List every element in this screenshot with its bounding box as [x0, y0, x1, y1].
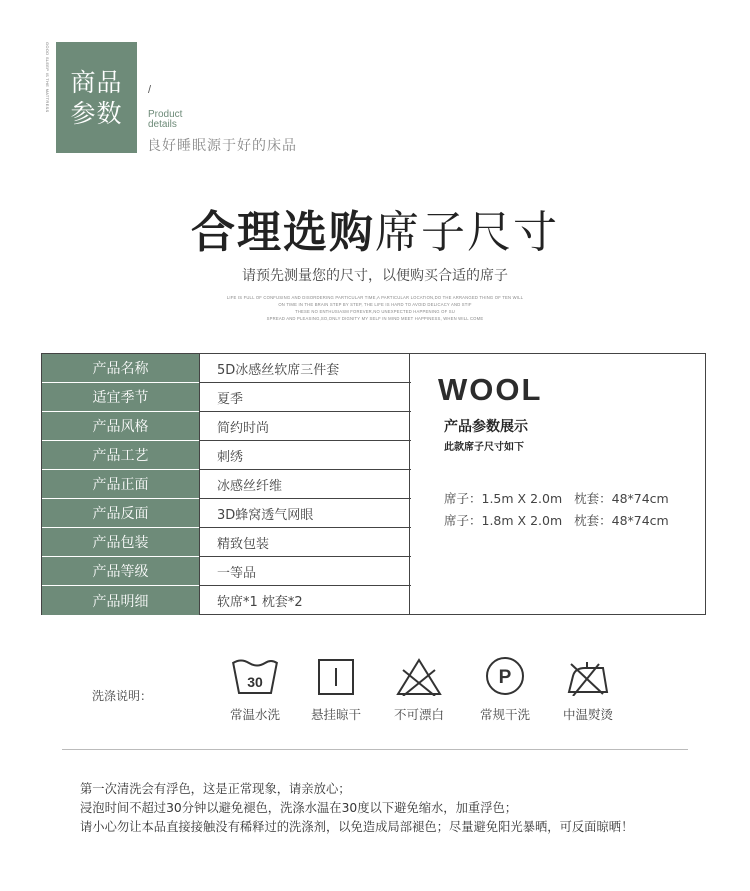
page-subtitle: 请预先测量您的尺寸，以便购买合适的席子	[242, 268, 508, 284]
wash-caption: 悬挂晾干	[310, 707, 361, 722]
param-value: 软席*1 枕套*2	[199, 586, 411, 615]
fine-print-line: SPREAD AND PLEASING,SO,ONLY DIGNITY MY SELF IN MIND MEET HAPPINESS, WHEN WILL COME	[266, 316, 484, 321]
param-value: 3D蜂窝透气网眼	[199, 499, 411, 528]
care-note-line: 请小心勿让本品直接接触没有稀释过的洗涤剂，以免造成局部褪色；尽量避免阳光暴晒，可反面晾晒！	[80, 820, 634, 834]
size-info-box	[410, 353, 706, 615]
param-value: 简约时尚	[199, 412, 411, 441]
hang-dry-icon	[311, 656, 361, 696]
wash-30-icon	[230, 656, 280, 696]
param-value: 一等品	[199, 557, 411, 586]
param-label: 产品明细	[42, 586, 199, 615]
slogan: 良好睡眠源于好的床品	[147, 138, 297, 154]
fine-print-line: LIFE IS FULL OF CONFUSING AND DISORDERING PARTICULAR TIME,A PARTICULAR LOCATION,DO THE ARRANGED THING OF TEN WILL	[226, 295, 524, 300]
param-label: 产品工艺	[42, 441, 199, 470]
param-row	[42, 354, 411, 383]
param-row	[42, 441, 411, 470]
param-label: 产品正面	[42, 470, 199, 499]
info-title: 产品参数展示	[444, 419, 528, 435]
info-subtitle: 此款席子尺寸如下	[444, 442, 524, 453]
wash-item	[296, 656, 376, 723]
wash-item	[215, 656, 295, 723]
slash-divider: /	[148, 84, 152, 96]
param-row	[42, 412, 411, 441]
fine-print-line: ON TIME IN THE BRAIN STEP BY STEP, THE LIFE IS HARD TO AVOID DELICACY AND STIF	[278, 302, 472, 307]
fine-print	[200, 294, 550, 322]
page-title-bold: 合理选购	[191, 207, 375, 258]
page-title-light: 席子尺寸	[375, 207, 559, 258]
param-value: 冰感丝纤维	[199, 470, 411, 499]
param-label: 产品名称	[42, 354, 199, 383]
mat-size: 席子：1.8m X 2.0m	[444, 513, 563, 528]
mat-size: 席子：1.5m X 2.0m	[444, 491, 563, 506]
english-label-line-1: Product	[148, 109, 183, 120]
wash-item	[465, 656, 545, 723]
size-line	[444, 489, 669, 507]
pillow-size: 枕套：48*74cm	[574, 513, 669, 528]
pillow-size: 枕套：48*74cm	[574, 491, 669, 506]
page-title	[0, 196, 750, 260]
care-note-line: 浸泡时间不超过30分钟以避免褪色，洗涤水温在30度以下避免缩水，加重浮色；	[80, 801, 518, 815]
param-value: 精致包装	[199, 528, 411, 557]
param-value: 刺绣	[199, 441, 411, 470]
wash-label: 洗涤说明：	[92, 689, 153, 703]
english-label-line-2: details	[148, 119, 177, 130]
wash-item	[548, 656, 628, 723]
param-row	[42, 586, 411, 615]
param-value: 5D冰感丝软席三件套	[199, 354, 411, 383]
param-row	[42, 383, 411, 412]
param-row	[42, 557, 411, 586]
param-row	[42, 499, 411, 528]
wash-item	[379, 656, 459, 723]
care-note-line: 第一次清洗会有浮色，这是正常现象，请亲放心；	[80, 782, 351, 796]
vertical-tagline: GOOD SLEEP IS THE MATTRESS	[45, 42, 50, 113]
param-label: 产品反面	[42, 499, 199, 528]
fine-print-line: THESE NO ENTHUSIASM FOREVER,NO UNEXPECTED HAPPENING OF SU	[295, 309, 455, 314]
param-value: 夏季	[199, 383, 411, 412]
param-label: 产品风格	[42, 412, 199, 441]
wash-caption: 常规干洗	[479, 707, 530, 722]
section-divider	[62, 749, 688, 750]
section-badge	[56, 42, 137, 153]
size-line	[444, 511, 669, 529]
badge-line-1: 商品	[70, 67, 123, 97]
dry-clean-p-icon	[480, 656, 530, 696]
no-bleach-icon	[394, 656, 444, 696]
care-notes	[80, 780, 633, 837]
param-row	[42, 470, 411, 499]
iron-medium-icon	[563, 656, 613, 696]
param-table	[41, 353, 410, 615]
param-label: 适宜季节	[42, 383, 199, 412]
wash-caption: 中温熨烫	[562, 707, 613, 722]
wash-temp-number: 30	[247, 674, 263, 690]
wash-caption: 常温水洗	[229, 707, 280, 722]
brand-logo: WOOL	[438, 372, 543, 407]
wash-caption: 不可漂白	[393, 707, 444, 722]
param-label: 产品包装	[42, 528, 199, 557]
dry-clean-letter: P	[498, 667, 512, 688]
param-label: 产品等级	[42, 557, 199, 586]
english-label	[148, 110, 182, 130]
param-row	[42, 528, 411, 557]
badge-line-2: 参数	[70, 98, 123, 128]
